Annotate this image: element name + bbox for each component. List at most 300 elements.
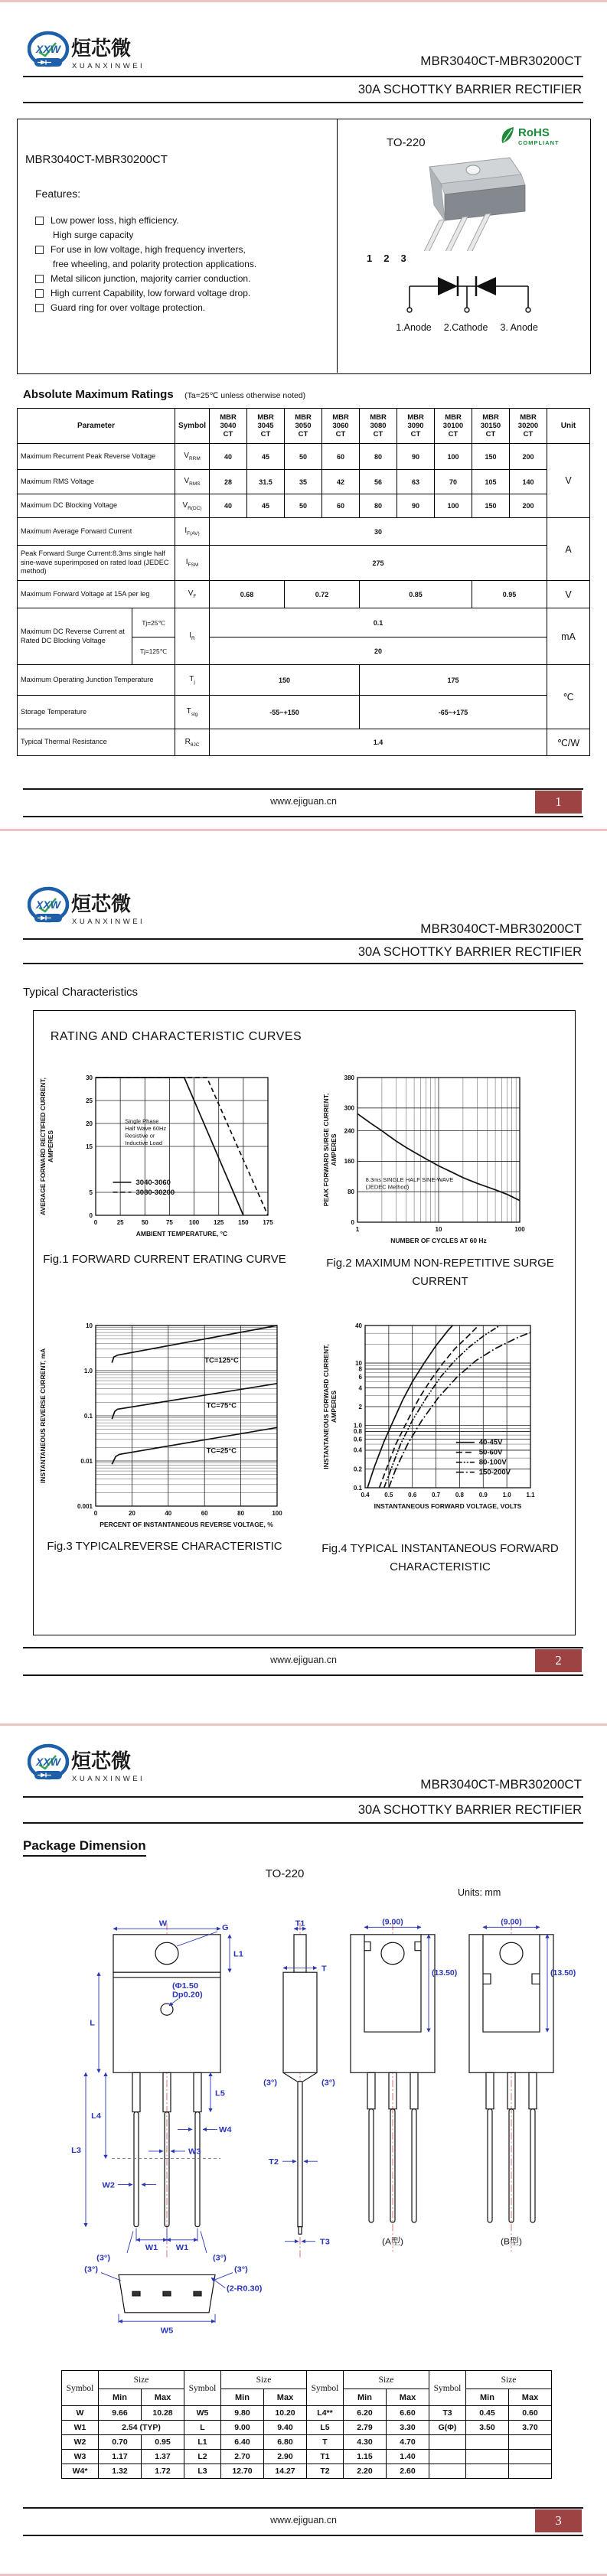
dim-cell: W3 <box>62 2450 99 2464</box>
abs-cell: Maximum DC Blocking Voltage <box>18 494 175 518</box>
abs-row <box>18 665 590 696</box>
dim-label-t: T <box>321 1964 327 1974</box>
chart-element: 25 <box>116 1219 124 1226</box>
dim-row <box>62 2421 552 2435</box>
abs-cell: 0.1 <box>210 608 547 637</box>
page-number-badge: 2 <box>535 1649 582 1672</box>
dim-cell: 2.20 <box>344 2464 387 2479</box>
abs-cell: 20 <box>210 637 547 665</box>
units-note: Units: mm <box>458 1887 501 1898</box>
abs-cell: 63 <box>397 470 435 494</box>
chart-element: AMBIENT TEMPERATURE, °C <box>135 1230 228 1237</box>
footer-rule <box>23 2535 583 2536</box>
dim-label-l1: L1 <box>233 1949 243 1959</box>
dim-row <box>62 2435 552 2450</box>
chart-element: 1.0 <box>83 1367 93 1374</box>
feature-line <box>35 259 330 269</box>
chart-element: TC=75°C <box>206 1401 237 1410</box>
dim-cell: 3.50 <box>466 2421 509 2435</box>
abs-cell: 60 <box>322 444 360 470</box>
chart-element: 10 <box>86 1322 93 1329</box>
abs-cell: $V_F$ <box>175 581 210 608</box>
dim-cell <box>466 2464 509 2479</box>
abs-header-cell: Parameter <box>18 409 175 444</box>
logo-english-name: XUANXINWEI <box>72 62 145 70</box>
abs-cell: 100 <box>435 494 472 518</box>
chart-element: 0.6 <box>408 1492 417 1498</box>
dim-label-3deg: (3°) <box>234 2265 248 2274</box>
dim-cell: T1 <box>307 2450 344 2464</box>
dim-cell: 6.60 <box>387 2406 429 2421</box>
abs-header-cell: MBR 30100 CT <box>435 409 472 444</box>
abs-cell: 56 <box>360 470 397 494</box>
chart-element: 20 <box>128 1510 135 1517</box>
chart-series <box>112 1427 277 1464</box>
checkbox-icon <box>35 289 44 298</box>
abs-cell: 80 <box>360 494 397 518</box>
dim-cell: 6.20 <box>344 2406 387 2421</box>
dim-label-hole1: (Φ1.50 <box>172 1981 199 1991</box>
chart-element: PERCENT OF INSTANTANEOUS REVERSE VOLTAGE, % <box>100 1521 273 1528</box>
footer-rule <box>23 788 583 790</box>
terminal-3 <box>526 308 530 312</box>
abs-cell: 45 <box>247 444 285 470</box>
fig4-caption-line2: CHARACTERISTIC <box>390 1560 491 1573</box>
chart-element: 0 <box>89 1211 93 1219</box>
dim-cell: W2 <box>62 2435 99 2450</box>
company-logo <box>28 1742 204 1785</box>
chart-element: 5 <box>89 1189 93 1196</box>
feature-text: free wheeling, and polarity protection applications. <box>53 259 257 269</box>
chart-element: 150-200V <box>478 1468 511 1477</box>
dim-cell: 1.40 <box>387 2450 429 2464</box>
feature-line <box>35 244 330 255</box>
chart-element: AVERAGE FORWARD RECTIFIED CURRENT, <box>39 1077 47 1216</box>
part-range-title: MBR3040CT-MBR30200CT <box>420 921 582 936</box>
abs-max-note: (Ta=25℃ unless otherwise noted) <box>184 391 306 400</box>
abs-cell: V <box>547 581 590 608</box>
chart-element: 8 <box>358 1365 362 1373</box>
abs-max-title: Absolute Maximum Ratings <box>23 388 174 401</box>
dim-label-w4: W4 <box>219 2125 232 2135</box>
dim-cell: 9.80 <box>221 2406 264 2421</box>
package-name: TO-220 <box>387 136 426 149</box>
company-logo <box>28 29 204 72</box>
abs-cell: 40 <box>210 494 247 518</box>
dim-label-900: (9.00) <box>501 1918 522 1927</box>
dim-cell: 6.80 <box>264 2435 307 2450</box>
dim-label-t1: T1 <box>295 1919 305 1929</box>
logo-chinese-name: 烜芯微 <box>71 37 132 60</box>
dim-cell: 2.70 <box>221 2450 264 2464</box>
abs-header-cell: MBR 3050 CT <box>285 409 322 444</box>
dim-cell <box>429 2450 466 2464</box>
header-rule <box>23 938 583 940</box>
dim-cell: W <box>62 2406 99 2421</box>
abs-cell: $V_{R(DC)}$ <box>175 494 210 518</box>
abs-header-cell: MBR 3040 CT <box>210 409 247 444</box>
curves-title: RATING AND CHARACTERISTIC CURVES <box>50 1030 302 1043</box>
fig1-caption: Fig.1 FORWARD CURRENT ERATING CURVE <box>43 1253 286 1266</box>
fig2-caption-line2: CURRENT <box>412 1275 468 1288</box>
abs-row <box>18 470 590 494</box>
terminal-1 <box>407 308 412 312</box>
abs-max-heading <box>23 388 305 402</box>
chart-element: 40 <box>355 1322 362 1329</box>
abs-cell: ℃/W <box>547 729 590 756</box>
package-dimension-title: Package Dimension <box>23 1838 146 1857</box>
chart-element: AMPERES <box>330 1133 338 1166</box>
abs-cell: 60 <box>322 494 360 518</box>
dim-label-1350: (13.50) <box>432 1969 458 1978</box>
dim-label-3deg: (3°) <box>263 2078 277 2088</box>
abs-cell: 100 <box>435 444 472 470</box>
dim-cell: 9.40 <box>264 2421 307 2435</box>
dim-header-symbol: Symbol <box>429 2371 466 2406</box>
dim-label-g: G <box>222 1923 229 1933</box>
dim-header-size: Size <box>221 2371 307 2389</box>
chart-element: 75 <box>165 1219 173 1226</box>
abs-cell: 90 <box>397 444 435 470</box>
abs-cell: 150 <box>210 665 360 696</box>
chart-element: 0.8 <box>353 1428 362 1436</box>
part-range-title: MBR3040CT-MBR30200CT <box>420 1777 582 1792</box>
company-logo <box>28 885 204 928</box>
chart-element: Inductive Load <box>125 1139 163 1146</box>
abs-cell: Maximum RMS Voltage <box>18 470 175 494</box>
chart-element: INSTANTANEOUS REVERSE CURRENT, mA <box>39 1348 47 1484</box>
chart-element: 1.0 <box>502 1492 511 1498</box>
header-rule <box>23 1822 583 1824</box>
dim-cell: 3.70 <box>509 2421 552 2435</box>
dim-cell: 3.30 <box>387 2421 429 2435</box>
abs-header-cell: MBR 3060 CT <box>322 409 360 444</box>
dim-cell: 1.32 <box>99 2464 142 2479</box>
pin-legend <box>344 322 589 333</box>
abs-cell: $I_R$ <box>175 608 210 665</box>
chart-element: 0.7 <box>432 1492 441 1498</box>
chart-element: Single Phase <box>125 1117 159 1125</box>
chart-element: (JEDEC Method) <box>365 1183 410 1191</box>
chart-element: 3040-3060 <box>135 1178 171 1187</box>
header-rule <box>23 1796 583 1798</box>
chart-element: INSTANTANEOUS FORWARD VOLTAGE, VOLTS <box>374 1502 522 1510</box>
chart-element: Half Wave 60Hz <box>125 1124 167 1132</box>
dim-cell: 9.00 <box>221 2421 264 2435</box>
dim-cell: 4.70 <box>387 2435 429 2450</box>
abs-header-cell: MBR 30150 CT <box>472 409 510 444</box>
feature-line <box>35 273 330 284</box>
rohs-text: RoHS <box>518 126 550 139</box>
abs-cell: 0.72 <box>285 581 360 608</box>
dim-label-w2: W2 <box>102 2180 115 2190</box>
abs-cell: mA <box>547 608 590 665</box>
chart-element: AMPERES <box>330 1390 338 1423</box>
abs-cell: Tj=25℃ <box>132 608 175 637</box>
abs-cell: 45 <box>247 494 285 518</box>
dim-cell: L <box>184 2421 221 2435</box>
page-separator <box>0 1723 607 1726</box>
dim-cell: 12.70 <box>221 2464 264 2479</box>
view-caption-b: (B型) <box>501 2236 522 2247</box>
dim-label-3deg: (3°) <box>213 2253 227 2263</box>
chart-element: 60 <box>201 1510 208 1517</box>
chart-element: 6 <box>358 1373 362 1381</box>
chart-element: 1.1 <box>526 1492 535 1498</box>
pin-number: 3 <box>400 253 406 264</box>
abs-row <box>18 608 590 637</box>
abs-row <box>18 581 590 608</box>
fig4-chart <box>318 1310 563 1532</box>
dim-cell: 2.90 <box>264 2450 307 2464</box>
chart-element: 2 <box>358 1403 362 1410</box>
subtitle: 30A SCHOTTKY BARRIER RECTIFIER <box>357 83 582 96</box>
footer-rule <box>23 1674 583 1676</box>
chart-element: 0 <box>93 1219 98 1226</box>
dim-cell: 1.37 <box>142 2450 184 2464</box>
dimension-table <box>61 2370 552 2479</box>
abs-cell: $T_j$ <box>175 665 210 696</box>
abs-cell: 1.4 <box>210 729 547 756</box>
dim-cell: 1.72 <box>142 2464 184 2479</box>
diode-schematic <box>398 269 540 317</box>
page-separator <box>0 829 607 831</box>
dim-cell: T <box>307 2435 344 2450</box>
abs-cell: 42 <box>322 470 360 494</box>
dim-header-minmax: Max <box>264 2389 307 2406</box>
dim-cell <box>509 2435 552 2450</box>
abs-cell: 80 <box>360 444 397 470</box>
dim-cell: 2.60 <box>387 2464 429 2479</box>
dim-cell: 10.28 <box>142 2406 184 2421</box>
footer-url[interactable]: www.ejiguan.cn <box>270 796 337 807</box>
part-range-title: MBR3040CT-MBR30200CT <box>420 54 582 68</box>
dim-header-size: Size <box>344 2371 429 2389</box>
abs-cell: Typical Thermal Resistance <box>18 729 175 756</box>
fig2-caption: Fig.2 MAXIMUM NON-REPETITIVE SURGE <box>326 1257 554 1270</box>
chart-element: 40 <box>165 1510 172 1517</box>
to220-package-image <box>357 152 540 251</box>
dim-label-l3: L3 <box>71 2146 82 2155</box>
chart-element: 380 <box>344 1074 354 1081</box>
typical-characteristics-title: Typical Characteristics <box>23 986 139 999</box>
chart-series <box>112 1384 277 1419</box>
abs-row <box>18 518 590 546</box>
chart-element: 10 <box>435 1226 442 1233</box>
pin-number: 1 <box>367 253 373 264</box>
abs-header-cell: Unit <box>547 409 590 444</box>
abs-cell: 50 <box>285 494 322 518</box>
chart-element: INSTANTANEOUS FORWARD CURRENT, <box>322 1344 330 1469</box>
mounting-hole <box>466 165 480 174</box>
chart-element: 80 <box>348 1189 354 1196</box>
abs-cell: $I_{FSM}$ <box>175 546 210 581</box>
chart-element: 100 <box>272 1510 282 1517</box>
feature-text: Guard ring for over voltage protection. <box>51 302 206 313</box>
dim-cell <box>509 2450 552 2464</box>
chart-element: 1.0 <box>353 1422 362 1430</box>
abs-row <box>18 444 590 470</box>
features-list <box>35 211 330 317</box>
chart-element: 40-45V <box>478 1438 503 1447</box>
dim-header-minmax: Max <box>387 2389 429 2406</box>
dim-cell: W5 <box>184 2406 221 2421</box>
abs-row <box>18 494 590 518</box>
logo-english-name: XUANXINWEI <box>72 918 145 926</box>
dim-header-symbol: Symbol <box>184 2371 221 2406</box>
dim-cell <box>429 2464 466 2479</box>
chart-element: 0 <box>351 1218 354 1226</box>
abs-cell: 150 <box>472 444 510 470</box>
dim-cell: W1 <box>62 2421 99 2435</box>
chart-element: 1 <box>355 1226 360 1233</box>
summary-box-divider <box>337 119 338 373</box>
chart-element: 8.3ms SINGLE HALF SINE-WAVE <box>365 1176 454 1184</box>
chart-element: 15 <box>86 1143 93 1150</box>
abs-cell: 0.95 <box>472 581 547 608</box>
dim-cell: 6.40 <box>221 2435 264 2450</box>
diode-symbol-right <box>476 277 496 295</box>
chart-element: 0.9 <box>478 1492 488 1498</box>
abs-row <box>18 729 590 756</box>
logo-monogram: XXW <box>36 898 60 911</box>
dim-label-w: W <box>158 1919 168 1929</box>
chart-element: 50 <box>141 1219 148 1226</box>
pin-legend-anode1: 1.Anode <box>396 322 432 333</box>
abs-cell: 90 <box>397 494 435 518</box>
abs-cell: 0.68 <box>210 581 285 608</box>
footer-url[interactable]: www.ejiguan.cn <box>270 1655 337 1665</box>
dim-cell: 1.17 <box>99 2450 142 2464</box>
abs-header-cell: MBR 3090 CT <box>397 409 435 444</box>
chart-element: 80-100V <box>478 1458 507 1467</box>
feature-text: Low power loss, high efficiency. <box>51 215 179 226</box>
checkbox-icon <box>35 304 44 312</box>
abs-cell: 70 <box>435 470 472 494</box>
feature-line <box>35 215 330 226</box>
checkbox-icon <box>35 246 44 254</box>
abs-header-cell: MBR 3080 CT <box>360 409 397 444</box>
dim-label-w3: W3 <box>188 2147 201 2157</box>
dim-cell: L2 <box>184 2450 221 2464</box>
pin-number: 2 <box>383 253 390 264</box>
dim-cell: 2.79 <box>344 2421 387 2435</box>
abs-header-cell: Symbol <box>175 409 210 444</box>
abs-cell: 275 <box>210 546 547 581</box>
dim-cell: T2 <box>307 2464 344 2479</box>
dim-label-w5: W5 <box>160 2326 174 2336</box>
abs-cell: V <box>547 444 590 518</box>
feature-text: High current Capability, low forward voltage drop. <box>51 288 251 298</box>
chart-element: 240 <box>344 1127 354 1135</box>
abs-cell: Tj=125℃ <box>132 637 175 665</box>
chart-element: 0.01 <box>80 1457 93 1465</box>
chart-element: 50-60V <box>478 1448 503 1457</box>
package-name: TO-220 <box>265 1867 305 1880</box>
abs-cell: 105 <box>472 470 510 494</box>
chart-element: 20 <box>86 1120 93 1127</box>
pin-numbers <box>367 253 406 264</box>
checkbox-icon <box>35 217 44 225</box>
abs-cell: Peak Forward Surge Current:8.3ms single half sine-wave superimposed on rated load (JEDEC method) <box>18 546 175 581</box>
abs-cell: 28 <box>210 470 247 494</box>
dim-label-t2: T2 <box>269 2157 279 2167</box>
abs-cell: Maximum Operating Junction Temperature <box>18 665 175 696</box>
feature-text: High surge capacity <box>53 230 134 240</box>
logo-monogram: XXW <box>36 1756 60 1768</box>
abs-cell: 50 <box>285 444 322 470</box>
logo-monogram: XXW <box>36 43 60 55</box>
feature-line <box>35 302 330 313</box>
chart-element: 0.5 <box>384 1492 393 1498</box>
abs-cell: A <box>547 518 590 581</box>
abs-cell: $R_{\theta JC}$ <box>175 729 210 756</box>
fig4-caption: Fig.4 TYPICAL INSTANTANEOUS FORWARD <box>321 1542 559 1555</box>
feature-text: Metal silicon junction, majority carrier conduction. <box>51 273 251 284</box>
chart-element: 0 <box>93 1510 98 1517</box>
abs-cell: 200 <box>510 444 547 470</box>
chart-element: NUMBER OF CYCLES AT 60 Hz <box>390 1237 487 1244</box>
abs-cell: $V_{RMS}$ <box>175 470 210 494</box>
dim-label-3deg: (3°) <box>321 2078 335 2088</box>
abs-cell: 150 <box>472 494 510 518</box>
dim-label-w1: W1 <box>175 2243 189 2253</box>
page-number-badge: 3 <box>535 2509 582 2532</box>
dim-header-minmax: Min <box>466 2389 509 2406</box>
chart-element: 0.2 <box>353 1466 362 1473</box>
dim-label-w1: W1 <box>145 2243 158 2253</box>
footer-url[interactable]: www.ejiguan.cn <box>270 2515 337 2525</box>
abs-header-cell: MBR 3045 CT <box>247 409 285 444</box>
pin-1 <box>416 220 445 251</box>
dim-cell: 0.45 <box>466 2406 509 2421</box>
pin-legend-cathode: 2.Cathode <box>443 322 488 333</box>
chart-element: 3080-30200 <box>135 1188 175 1197</box>
chart-element: 160 <box>344 1158 354 1166</box>
abs-cell: -55~+150 <box>210 696 360 729</box>
dim-cell: L5 <box>307 2421 344 2435</box>
chart-element: 0.001 <box>77 1502 93 1510</box>
dim-label-l5: L5 <box>215 2089 225 2098</box>
dim-cell: 1.15 <box>344 2450 387 2464</box>
chart-element: PEAK FORWARD SURGE CURRENT, <box>322 1093 330 1207</box>
abs-cell: 140 <box>510 470 547 494</box>
dim-label-3deg: (3°) <box>84 2265 98 2274</box>
rohs-logo <box>498 124 582 148</box>
abs-cell: 0.85 <box>360 581 472 608</box>
back-view-a <box>351 1935 435 2222</box>
abs-cell: $V_{RRM}$ <box>175 444 210 470</box>
abs-cell: 31.5 <box>247 470 285 494</box>
dim-header-minmax: Min <box>344 2389 387 2406</box>
abs-cell: Maximum DC Reverse Current at Rated DC Blocking Voltage <box>18 608 132 665</box>
dim-label-l: L <box>90 2018 96 2028</box>
dim-label-1350: (13.50) <box>550 1969 576 1978</box>
dim-label-900: (9.00) <box>382 1918 403 1927</box>
dim-label-t3: T3 <box>320 2237 330 2247</box>
dim-cell: 4.30 <box>344 2435 387 2450</box>
abs-cell: 40 <box>210 444 247 470</box>
chart-element: 0.6 <box>353 1436 362 1443</box>
chart-element: 0.4 <box>353 1446 362 1454</box>
abs-cell: 200 <box>510 494 547 518</box>
logo-chinese-name: 烜芯微 <box>71 892 132 915</box>
abs-row <box>18 546 590 581</box>
feature-text: For use in low voltage, high frequency inverters, <box>51 244 246 255</box>
header-rule <box>23 102 583 103</box>
logo-english-name: XUANXINWEI <box>72 1775 145 1783</box>
abs-cell: 175 <box>360 665 547 696</box>
